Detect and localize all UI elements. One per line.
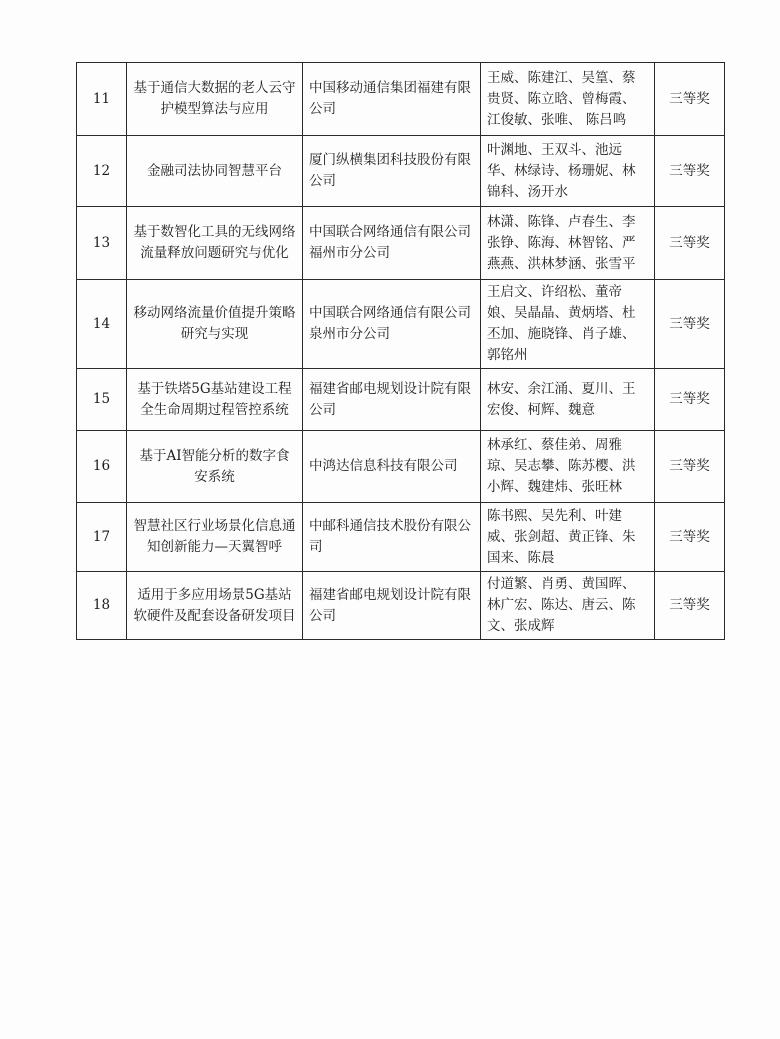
table-row	[77, 280, 725, 369]
organization: 中国联合网络通信有限公司福州市分公司	[303, 207, 481, 280]
award-level: 三等奖	[655, 136, 725, 207]
project-name: 智慧社区行业场景化信息通知创新能力—天翼智呼	[127, 503, 303, 572]
table-row	[77, 63, 725, 136]
awards-table	[76, 62, 725, 640]
members: 王威、陈建江、吴篁、蔡贵贤、陈立晗、曾梅霞、江俊敏、张唯、 陈吕鸣	[481, 63, 655, 136]
table-row	[77, 572, 725, 640]
members: 林安、余江涌、夏川、王宏俊、柯辉、魏意	[481, 369, 655, 431]
award-level: 三等奖	[655, 280, 725, 369]
table-row	[77, 207, 725, 280]
project-name: 金融司法协同智慧平台	[127, 136, 303, 207]
award-level: 三等奖	[655, 63, 725, 136]
award-level: 三等奖	[655, 503, 725, 572]
organization: 厦门纵横集团科技股份有限公司	[303, 136, 481, 207]
members: 王启文、许绍松、董帝娘、吴晶晶、黄炳塔、杜丕加、施晓锋、肖子雄、郭铭州	[481, 280, 655, 369]
project-name: 基于AI智能分析的数字食安系统	[127, 431, 303, 503]
organization: 中国联合网络通信有限公司泉州市分公司	[303, 280, 481, 369]
project-name: 移动网络流量价值提升策略研究与实现	[127, 280, 303, 369]
organization: 福建省邮电规划设计院有限公司	[303, 572, 481, 640]
members: 林潇、陈锋、卢春生、李张铮、陈海、林智铭、严燕燕、洪林梦涵、张雪平	[481, 207, 655, 280]
members: 陈书熙、吴先利、叶建威、张剑超、黄正锋、朱国来、陈晨	[481, 503, 655, 572]
row-number: 13	[77, 207, 127, 280]
award-level: 三等奖	[655, 572, 725, 640]
organization: 中鸿达信息科技有限公司	[303, 431, 481, 503]
row-number: 12	[77, 136, 127, 207]
row-number: 16	[77, 431, 127, 503]
organization: 福建省邮电规划设计院有限公司	[303, 369, 481, 431]
row-number: 18	[77, 572, 127, 640]
project-name: 基于数智化工具的无线网络流量释放问题研究与优化	[127, 207, 303, 280]
project-name: 基于通信大数据的老人云守护模型算法与应用	[127, 63, 303, 136]
award-level: 三等奖	[655, 207, 725, 280]
award-level: 三等奖	[655, 369, 725, 431]
members: 付道繁、肖勇、黄国晖、林广宏、陈达、唐云、陈文、张成辉	[481, 572, 655, 640]
row-number: 17	[77, 503, 127, 572]
award-level: 三等奖	[655, 431, 725, 503]
row-number: 14	[77, 280, 127, 369]
organization: 中国移动通信集团福建有限公司	[303, 63, 481, 136]
row-number: 11	[77, 63, 127, 136]
table-row	[77, 431, 725, 503]
members: 林承红、蔡佳弟、周雅琼、吴志攀、陈苏樱、洪小辉、魏建炜、张旺林	[481, 431, 655, 503]
table-row	[77, 369, 725, 431]
table-row	[77, 503, 725, 572]
organization: 中邮科通信技术股份有限公司	[303, 503, 481, 572]
project-name: 基于铁塔5G基站建设工程全生命周期过程管控系统	[127, 369, 303, 431]
project-name: 适用于多应用场景5G基站软硬件及配套设备研发项目	[127, 572, 303, 640]
row-number: 15	[77, 369, 127, 431]
table-row	[77, 136, 725, 207]
members: 叶渊地、王双斗、池远华、林绿诗、杨珊妮、林锦科、汤开水	[481, 136, 655, 207]
